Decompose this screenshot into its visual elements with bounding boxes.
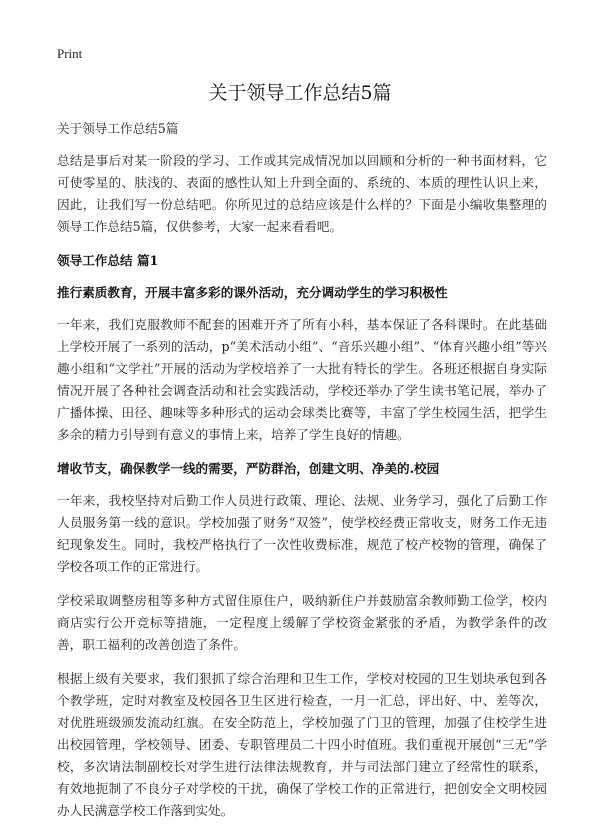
intro-paragraph: 总结是事后对某一阶段的学习、工作或其完成情况加以回顾和分析的一种书面材料，它可使零星的、肤浅的、表面的感性认知上升到全面的、系统的、本质的理性认识上来，因此，让我们写一份总结吧。你所见过的总结应该是什么样的？下面是小编收集整理的领导工作总结5篇，仅供参考，大家一起来看看吧。 — [57, 153, 547, 234]
print-link[interactable]: Print — [57, 46, 83, 61]
page-title: 关于领导工作总结5篇 — [208, 82, 392, 104]
bold-heading-2: 增收节支，确保教学一线的需要，严防群治，创建文明、净美的.校园 — [57, 461, 440, 476]
document-body — [57, 118, 547, 834]
paragraph-2: 一年来，我校坚持对后勤工作人员进行政策、理论、法规、业务学习，强化了后勤工作人员服务第一线的意识。学校加强了财务“双签”，使学校经费正常收支，财务工作无违纪现象发生。同时，我校严格执行了一次性收费标准，规范了校产校物的管理，确保了学校各项工作的正常进行。 — [57, 493, 547, 574]
paragraph-1: 一年来，我们克服教师不配套的困难开齐了所有小科，基本保证了各科课时。在此基础上学校开展了一系列的活动，p“美术活动小组”、“音乐兴趣小组”、“体育兴趣小组”等兴趣小组和“文学社”开展的活动为学校培养了一大批有特长的学生。各班还根据自身实际情况开展了各种社会调查活动和社会实践活动，学校还举办了学生读书笔记展，举办了广播体操、田径、趣味等多种形式的运动会球类比赛等，丰富了学生校园生活，把学生多余的精力引导到有意义的事情上来，培养了学生良好的情趣。 — [57, 317, 547, 442]
paragraph-4: 根据上级有关要求，我们狠抓了综合治理和卫生工作，学校对校园的卫生划块承包到各个教学班，定时对教室及校园各卫生区进行检查，一月一汇总，评出好、中、差等次，对优胜班级颁发流动红旗。在安全防范上，学校加强了门卫的管理，加强了住校学生进出校园管理，学校领导、团委、专职管理员二十四小时值班。我们重视开展创“三无”学校，多次请法制副校长对学生进行法律法规教育，并与司法部门建立了经常性的联系，有效地扼制了不良分子对学校的干扰，确保了学校工作的正常进行，把创安全文明校园办人民满意学校工作落到实处。 — [57, 671, 547, 818]
document-subtitle: 关于领导工作总结5篇 — [57, 121, 179, 136]
section-heading: 领导工作总结 篇1 — [57, 253, 159, 268]
paragraph-3: 学校采取调整房租等多种方式留住原住户，吸纳新住户并鼓励富余教师勤工俭学，校内商店实行公开竞标等措施，一定程度上缓解了学校资金紧张的矛盾，为教学条件的改善，职工福利的改善创造了条件。 — [57, 593, 547, 652]
bold-heading-1: 推行素质教育，开展丰富多彩的课外活动，充分调动学生的学习积极性 — [57, 285, 448, 300]
